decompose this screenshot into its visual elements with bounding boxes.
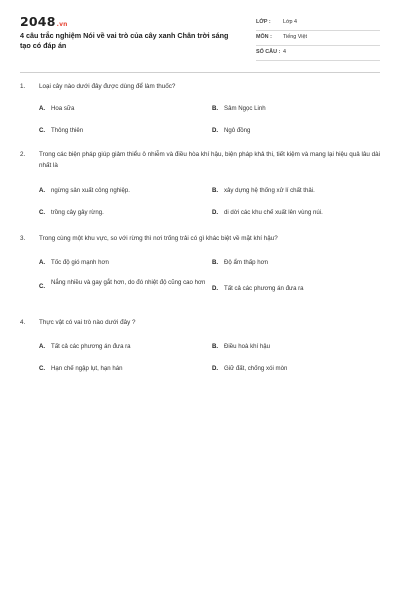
question-text: Thực vật có vai trò nào dưới đây ? bbox=[39, 319, 136, 326]
meta-value: Tiếng Việt bbox=[283, 34, 307, 40]
question-number: 1. bbox=[20, 83, 26, 90]
option-c[interactable] bbox=[39, 208, 104, 217]
option-a[interactable] bbox=[39, 258, 109, 267]
question-number: 3. bbox=[20, 235, 26, 242]
option-text: Hoa sữa bbox=[51, 105, 75, 112]
option-letter: D. bbox=[212, 209, 219, 216]
option-b[interactable] bbox=[212, 342, 270, 351]
option-letter: A. bbox=[39, 105, 46, 112]
option-c[interactable] bbox=[39, 278, 206, 290]
option-text: Điều hoà khí hậu bbox=[224, 343, 271, 350]
option-text: xây dựng hệ thống xử lí chất thải. bbox=[224, 187, 315, 194]
option-text: ngừng sản xuất công nghiệp. bbox=[51, 187, 130, 194]
option-letter: B. bbox=[212, 187, 219, 194]
meta-label: LỚP : bbox=[256, 19, 271, 25]
meta-info bbox=[256, 16, 380, 61]
option-text: Độ ẩm thấp hơn bbox=[224, 259, 268, 266]
page-title: 4 câu trắc nghiệm Nói về vai trò của cây xanh Chân trời sáng tạo có đáp án bbox=[20, 31, 229, 50]
option-b[interactable] bbox=[212, 104, 266, 113]
option-text: di dời các khu chế xuất lên vùng núi. bbox=[224, 209, 323, 216]
option-letter: C. bbox=[39, 209, 46, 216]
header-divider bbox=[20, 72, 380, 73]
question-stem bbox=[20, 82, 382, 93]
option-b[interactable] bbox=[212, 186, 315, 195]
option-text: Ngô đồng bbox=[224, 127, 251, 134]
question-number: 2. bbox=[20, 151, 26, 158]
option-text: Sâm Ngọc Linh bbox=[224, 105, 266, 112]
option-c[interactable] bbox=[39, 364, 123, 373]
worksheet-header bbox=[20, 14, 382, 76]
logo-text: 2048 bbox=[20, 14, 56, 29]
option-letter: C. bbox=[39, 127, 46, 134]
meta-row-grade bbox=[256, 16, 380, 31]
option-letter: C. bbox=[39, 283, 46, 290]
question-4 bbox=[20, 318, 382, 372]
option-b[interactable] bbox=[212, 258, 268, 267]
option-text: Nắng nhiều và gay gắt hơn, do đó nhiệt độ cũng cao hơn bbox=[51, 279, 206, 286]
site-logo[interactable] bbox=[20, 14, 68, 29]
option-c[interactable] bbox=[39, 126, 83, 135]
option-letter: C. bbox=[39, 365, 46, 372]
option-a[interactable] bbox=[39, 104, 74, 113]
logo-domain: .vn bbox=[56, 21, 68, 28]
meta-label: SỐ CÂU : bbox=[256, 49, 281, 55]
question-text: Trong các biện pháp giúp giảm thiểu ô nhiễm và điều hòa khí hậu, biện pháp khả thi, tiết kiệm và mang lại hiệu quả lâu dài nhất là bbox=[39, 151, 381, 169]
option-a[interactable] bbox=[39, 186, 130, 195]
question-text: Loại cây nào dưới đây được dùng để làm thuốc? bbox=[39, 83, 176, 90]
option-letter: A. bbox=[39, 343, 46, 350]
option-letter: B. bbox=[212, 259, 219, 266]
option-d[interactable] bbox=[212, 284, 304, 293]
meta-row-count bbox=[256, 46, 380, 61]
option-text: Tất cả các phương án đưa ra bbox=[51, 343, 131, 350]
option-letter: D. bbox=[212, 127, 219, 134]
option-a[interactable] bbox=[39, 342, 131, 351]
meta-row-subject bbox=[256, 31, 380, 46]
option-letter: B. bbox=[212, 105, 219, 112]
option-d[interactable] bbox=[212, 208, 323, 217]
question-stem bbox=[20, 150, 382, 171]
question-stem bbox=[20, 234, 382, 245]
option-letter: A. bbox=[39, 187, 46, 194]
option-text: Thông thiên bbox=[51, 127, 84, 134]
question-2 bbox=[20, 150, 382, 216]
option-text: Giữ đất, chống xói mòn bbox=[224, 365, 288, 372]
question-stem bbox=[20, 318, 382, 329]
option-d[interactable] bbox=[212, 126, 250, 135]
question-text: Trong cùng một khu vực, so với rừng thì nơi trống trải có gì khác biệt về mặt khí hậu? bbox=[39, 235, 278, 242]
option-text: trồng cây gây rừng. bbox=[51, 209, 104, 216]
option-letter: A. bbox=[39, 259, 46, 266]
question-3 bbox=[20, 234, 382, 292]
option-letter: D. bbox=[212, 365, 219, 372]
option-letter: B. bbox=[212, 343, 219, 350]
meta-label: MÔN : bbox=[256, 34, 272, 40]
option-text: Tốc độ gió mạnh hơn bbox=[51, 259, 109, 266]
option-d[interactable] bbox=[212, 364, 287, 373]
meta-value: Lớp 4 bbox=[283, 19, 298, 25]
question-1 bbox=[20, 82, 382, 134]
option-text: Tất cả các phương án đưa ra bbox=[224, 285, 304, 292]
meta-value: 4 bbox=[283, 49, 286, 55]
option-letter: D. bbox=[212, 285, 219, 292]
option-text: Hạn chế ngập lụt, hạn hán bbox=[51, 365, 123, 372]
question-number: 4. bbox=[20, 319, 26, 326]
